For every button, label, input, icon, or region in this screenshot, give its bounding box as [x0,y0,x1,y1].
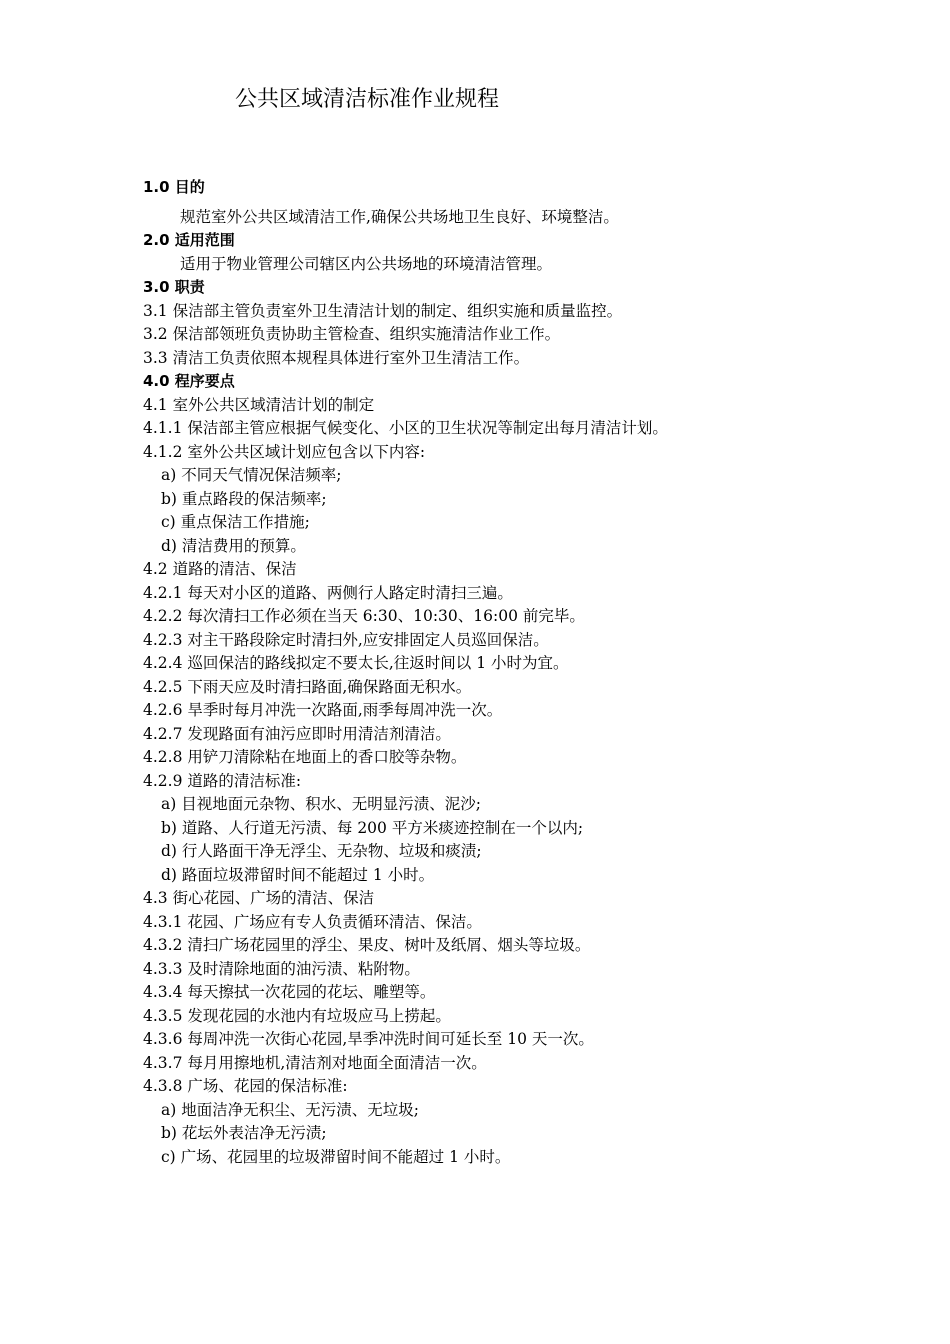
paragraph-line: 3.1 保洁部主管负责室外卫生清洁计划的制定、组织实施和质量监控。 [143,301,623,320]
paragraph-line: 4.2.3 对主干路段除定时清扫外,应安排固定人员巡回保洁。 [143,630,549,649]
section-heading: 2.0 适用范围 [143,231,235,249]
list-item: a) 不同天气情况保洁频率; [161,466,342,484]
list-item: c) 广场、花园里的垃圾滞留时间不能超过 1 小时。 [161,1147,511,1166]
paragraph-line: 4.2.7 发现路面有油污应即时用清洁剂清洁。 [143,724,451,743]
paragraph-line: 适用于物业管理公司辖区内公共场地的环境清洁管理。 [180,254,553,273]
list-item: d) 行人路面干净无浮尘、无杂物、垃圾和痰渍; [161,842,482,860]
section-heading: 4.0 程序要点 [143,372,235,390]
paragraph-line: 4.3 街心花园、广场的清洁、保洁 [143,889,375,907]
paragraph-line: 4.3.7 每月用擦地机,清洁剂对地面全面清洁一次。 [143,1053,487,1072]
section-heading: 3.0 职责 [143,278,205,296]
paragraph-line: 3.2 保洁部领班负责协助主管检查、组织实施清洁作业工作。 [143,325,561,343]
list-item: a) 地面洁净无积尘、无污渍、无垃圾; [161,1100,419,1119]
list-item: b) 花坛外表洁净无污渍; [161,1124,327,1142]
list-item: b) 道路、人行道无污渍、每 200 平方米痰迹控制在一个以内; [161,818,584,837]
paragraph-line: 4.2.8 用铲刀清除粘在地面上的香口胶等杂物。 [143,748,467,766]
paragraph-line: 4.3.6 每周冲洗一次街心花园,旱季冲洗时间可延长至 10 天一次。 [143,1030,594,1048]
paragraph-line: 4.3.1 花园、广场应有专人负责循环清洁、保洁。 [143,912,482,931]
paragraph-line: 4.3.5 发现花园的水池内有垃圾应马上捞起。 [143,1006,451,1025]
document-title: 公共区域清洁标准作业规程 [235,87,500,112]
paragraph-line: 4.3.8 广场、花园的保洁标准: [143,1077,348,1095]
paragraph-line: 4.3.2 清扫广场花园里的浮尘、果皮、树叶及纸屑、烟头等垃圾。 [143,936,591,954]
paragraph-line: 4.1 室外公共区域清洁计划的制定 [143,395,375,414]
paragraph-line: 4.2.4 巡回保洁的路线拟定不要太长,往返时间以 1 小时为宜。 [143,654,569,672]
list-item: a) 目视地面元杂物、积水、无明显污渍、泥沙; [161,795,481,813]
paragraph-line: 4.3.4 每天擦拭一次花园的花坛、雕塑等。 [143,983,436,1001]
section-heading: 1.0 目的 [143,178,205,196]
document-body [143,176,843,1169]
paragraph-line: 4.3.3 及时清除地面的油污渍、粘附物。 [143,959,420,978]
paragraph-line: 3.3 清洁工负责依照本规程具体进行室外卫生清洁工作。 [143,348,530,367]
list-item: b) 重点路段的保洁频率; [161,489,327,508]
paragraph-line: 4.2.5 下雨天应及时清扫路面,确保路面无积水。 [143,677,472,696]
paragraph-line: 4.2.2 每次清扫工作必须在当天 6:30、10:30、16:00 前完毕。 [143,607,585,625]
paragraph-line: 规范室外公共区域清洁工作,确保公共场地卫生良好、环境整洁。 [180,207,619,226]
paragraph-line: 4.2 道路的清洁、保洁 [143,560,297,578]
paragraph-line: 4.2.6 旱季时每月冲洗一次路面,雨季每周冲洗一次。 [143,701,503,719]
paragraph-line: 4.2.9 道路的清洁标准: [143,771,302,790]
paragraph-line: 4.2.1 每天对小区的道路、两侧行人路定时清扫三遍。 [143,583,513,602]
list-item: d) 路面垃圾滞留时间不能超过 1 小时。 [161,865,435,884]
list-item: c) 重点保洁工作措施; [161,513,310,531]
list-item: d) 清洁费用的预算。 [161,536,306,555]
paragraph-line: 4.1.1 保洁部主管应根据气候变化、小区的卫生状况等制定出每月清洁计划。 [143,419,668,437]
paragraph-line: 4.1.2 室外公共区域计划应包含以下内容: [143,442,426,461]
